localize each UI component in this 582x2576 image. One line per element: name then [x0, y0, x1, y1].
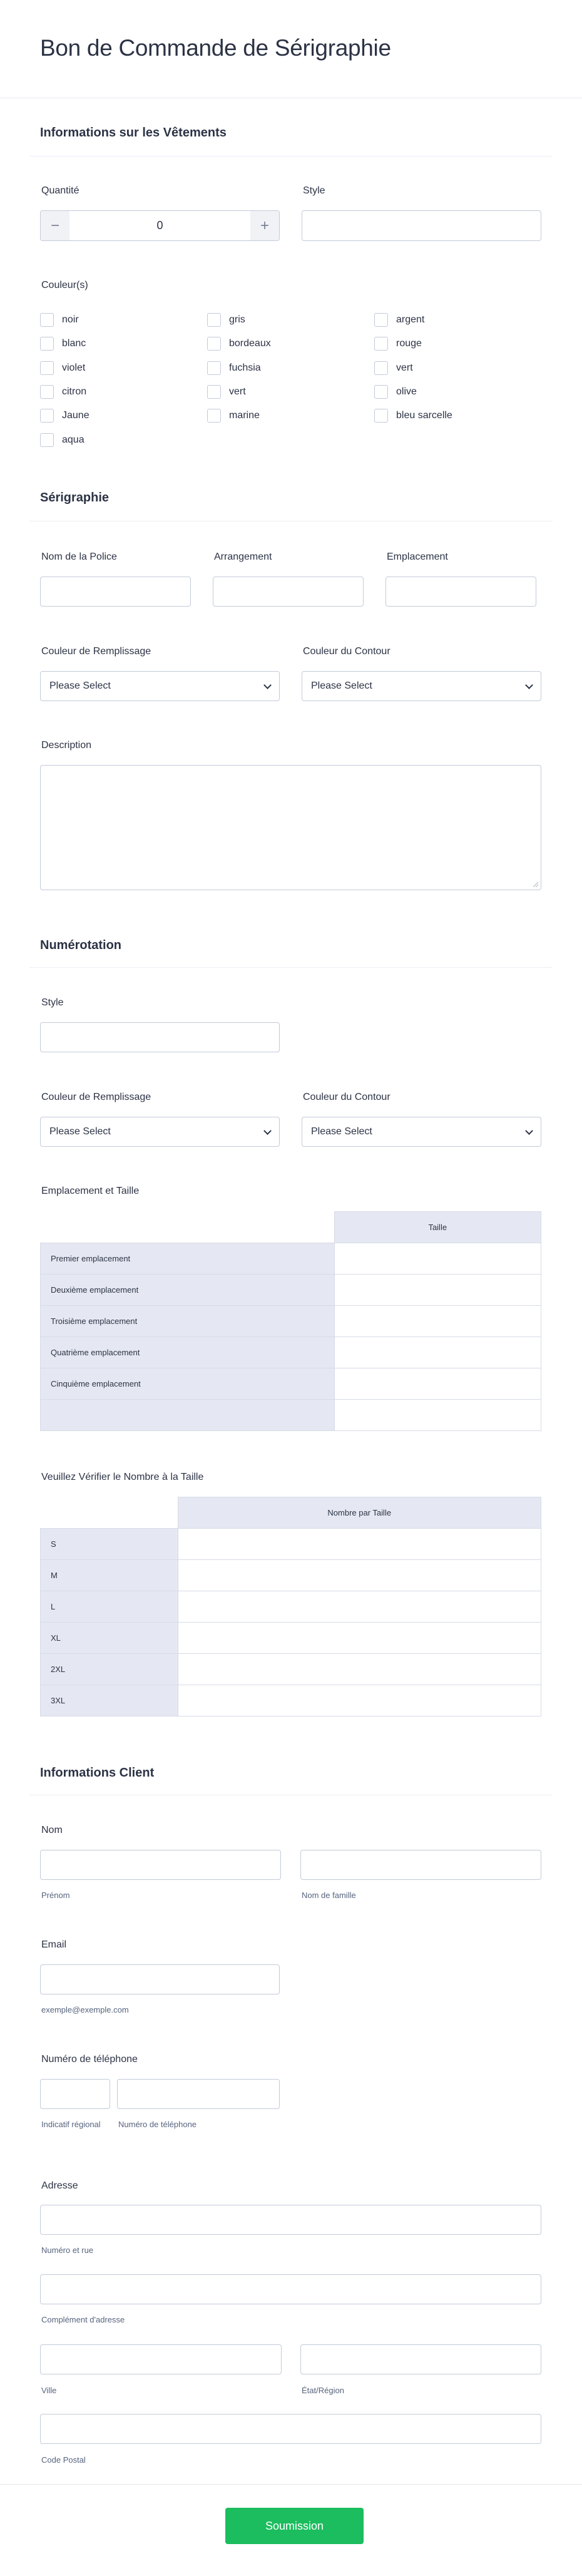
table-row [41, 1685, 541, 1716]
table-row [41, 1529, 541, 1560]
number-outline-color-value: Please Select [311, 1126, 372, 1137]
minus-icon[interactable]: − [41, 211, 69, 240]
number-fill-color-value: Please Select [49, 1126, 111, 1137]
row-label: L [41, 1591, 178, 1623]
color-option-label: violet [62, 362, 86, 373]
address-label: Adresse [41, 2180, 78, 2191]
table-cell-input[interactable] [334, 1306, 541, 1337]
table-row [41, 1654, 541, 1685]
checkbox[interactable] [207, 361, 221, 375]
checkbox[interactable] [207, 337, 221, 351]
first-name-input[interactable] [40, 1850, 281, 1880]
table-cell-input[interactable] [178, 1529, 541, 1560]
placement-size-label: Emplacement et Taille [41, 1186, 140, 1196]
checkbox[interactable] [374, 385, 388, 399]
color-option-label: olive [396, 386, 417, 397]
colors-label: Couleur(s) [41, 280, 88, 290]
street-sublabel: Numéro et rue [41, 2245, 94, 2255]
table-row [41, 1337, 541, 1368]
color-option-label: fuchsia [229, 362, 261, 373]
table-cell-input[interactable] [178, 1685, 541, 1716]
color-option[interactable] [374, 337, 422, 351]
row-label: Troisième emplacement [41, 1306, 335, 1337]
color-option-label: vert [396, 362, 413, 373]
table-cell-input[interactable] [334, 1243, 541, 1275]
color-option-label: bleu sarcelle [396, 410, 452, 421]
color-option[interactable] [374, 313, 424, 327]
row-label: Deuxième emplacement [41, 1275, 335, 1306]
section-title-numbering: Numérotation [40, 938, 121, 952]
fill-color-select[interactable] [40, 671, 280, 701]
quantity-input[interactable]: 0 [156, 219, 163, 232]
section-divider [29, 156, 553, 157]
table-row [41, 1243, 541, 1275]
chevron-down-icon [525, 1127, 533, 1135]
first-name-sublabel: Prénom [41, 1891, 70, 1900]
row-label: M [41, 1560, 178, 1591]
table-cell-input[interactable] [334, 1400, 541, 1431]
checkbox[interactable] [374, 361, 388, 375]
email-label: Email [41, 1939, 67, 1950]
row-label: Cinquième emplacement [41, 1368, 335, 1400]
row-label: Premier emplacement [41, 1243, 335, 1275]
color-option[interactable] [40, 409, 89, 423]
column-header: Taille [334, 1212, 541, 1243]
table-cell-input[interactable] [178, 1623, 541, 1654]
last-name-input[interactable] [300, 1850, 541, 1880]
placement-size-table [40, 1211, 541, 1431]
color-option-label: aqua [62, 434, 84, 445]
color-option-label: Jaune [62, 410, 89, 421]
section-title-garments: Informations sur les Vêtements [40, 126, 227, 140]
chevron-down-icon [263, 681, 272, 689]
row-label: 3XL [41, 1685, 178, 1716]
phone-number-sublabel: Numéro de téléphone [118, 2120, 197, 2129]
quantity-stepper [40, 210, 280, 241]
color-option[interactable] [40, 313, 79, 327]
checkbox[interactable] [374, 337, 388, 351]
table-cell-input[interactable] [334, 1275, 541, 1306]
last-name-sublabel: Nom de famille [302, 1891, 356, 1900]
table-row [41, 1306, 541, 1337]
number-outline-color-label: Couleur du Contour [303, 1092, 391, 1102]
style-input[interactable] [302, 210, 541, 241]
color-option[interactable] [207, 337, 271, 351]
outline-color-label: Couleur du Contour [303, 646, 391, 657]
color-option[interactable] [40, 433, 84, 447]
table-row [41, 1560, 541, 1591]
placement-label: Emplacement [387, 552, 448, 562]
color-option[interactable] [207, 409, 260, 423]
color-option-label: citron [62, 386, 87, 397]
color-option-label: noir [62, 314, 79, 325]
placement-input[interactable] [385, 577, 536, 607]
section-title-screenprint: Sérigraphie [40, 491, 110, 505]
table-row [41, 1368, 541, 1400]
submit-button[interactable]: Soumission [225, 2508, 364, 2544]
area-code-input[interactable] [40, 2079, 110, 2109]
form-title: Bon de Commande de Sérigraphie [40, 35, 391, 61]
table-row [41, 1591, 541, 1623]
color-option-label: marine [229, 410, 260, 421]
fill-color-value: Please Select [49, 680, 111, 691]
footer-divider [0, 2484, 582, 2485]
color-option-label: bordeaux [229, 338, 271, 349]
street2-sublabel: Complément d'adresse [41, 2315, 125, 2324]
color-option-label: blanc [62, 338, 86, 349]
checkbox[interactable] [207, 313, 221, 327]
email-input[interactable] [40, 1964, 280, 1994]
table-row [41, 1400, 541, 1431]
style-label: Style [303, 185, 325, 196]
row-label: S [41, 1529, 178, 1560]
email-sublabel: exemple@exemple.com [41, 2005, 129, 2014]
color-option[interactable] [374, 409, 452, 423]
zip-input[interactable] [40, 2414, 541, 2444]
checkbox[interactable] [374, 409, 388, 423]
color-option[interactable] [374, 385, 417, 399]
row-label: Quatrième emplacement [41, 1337, 335, 1368]
phone-label: Numéro de téléphone [41, 2054, 138, 2065]
color-option-label: argent [396, 314, 425, 325]
checkbox[interactable] [40, 361, 54, 375]
street-input[interactable] [40, 2205, 541, 2235]
table-cell-input[interactable] [334, 1337, 541, 1368]
outline-color-value: Please Select [311, 680, 372, 691]
table-row [41, 1275, 541, 1306]
section-title-client: Informations Client [40, 1766, 155, 1780]
number-fill-color-select[interactable] [40, 1117, 280, 1147]
checkbox[interactable] [40, 385, 54, 399]
font-name-input[interactable] [40, 577, 191, 607]
quantity-label: Quantité [41, 185, 79, 196]
state-sublabel: État/Région [302, 2386, 344, 2395]
row-label [41, 1400, 335, 1431]
color-option[interactable] [40, 337, 86, 351]
number-outline-color-select[interactable] [302, 1117, 541, 1147]
number-style-label: Style [41, 997, 64, 1008]
chevron-down-icon [525, 681, 533, 689]
description-label: Description [41, 740, 92, 751]
city-sublabel: Ville [41, 2386, 57, 2395]
number-style-input[interactable] [40, 1022, 280, 1052]
city-input[interactable] [40, 2344, 282, 2374]
arrangement-label: Arrangement [214, 552, 272, 562]
table-cell-input[interactable] [178, 1560, 541, 1591]
fill-color-label: Couleur de Remplissage [41, 646, 151, 657]
chevron-down-icon [263, 1127, 272, 1135]
row-label: 2XL [41, 1654, 178, 1685]
color-option-label: rouge [396, 338, 422, 349]
table-cell-input[interactable] [178, 1591, 541, 1623]
color-option[interactable] [207, 313, 245, 327]
color-option[interactable] [207, 385, 246, 399]
number-fill-color-label: Couleur de Remplissage [41, 1092, 151, 1102]
description-textarea[interactable] [40, 765, 541, 890]
font-name-label: Nom de la Police [41, 552, 117, 562]
table-row [41, 1623, 541, 1654]
checkbox[interactable] [207, 385, 221, 399]
color-option[interactable] [40, 385, 86, 399]
size-count-label: Veuillez Vérifier le Nombre à la Taille [41, 1472, 204, 1482]
table-cell-input[interactable] [178, 1654, 541, 1685]
color-option-label: gris [229, 314, 245, 325]
column-header: Nombre par Taille [178, 1497, 541, 1529]
plus-icon[interactable]: + [250, 211, 279, 240]
arrangement-input[interactable] [213, 577, 364, 607]
size-count-table [40, 1497, 541, 1716]
color-option[interactable] [374, 361, 413, 375]
zip-sublabel: Code Postal [41, 2455, 86, 2465]
table-cell-input[interactable] [334, 1368, 541, 1400]
checkbox[interactable] [374, 313, 388, 327]
checkbox[interactable] [207, 409, 221, 423]
color-option-label: vert [229, 386, 246, 397]
checkbox[interactable] [40, 337, 54, 351]
section-divider [29, 967, 553, 968]
state-input[interactable] [300, 2344, 541, 2374]
color-option[interactable] [207, 361, 261, 375]
checkbox[interactable] [40, 409, 54, 423]
phone-number-input[interactable] [117, 2079, 280, 2109]
color-option[interactable] [40, 361, 85, 375]
checkbox[interactable] [40, 433, 54, 447]
resize-handle-icon[interactable] [533, 882, 538, 887]
row-label: XL [41, 1623, 178, 1654]
area-code-sublabel: Indicatif régional [41, 2120, 101, 2129]
outline-color-select[interactable] [302, 671, 541, 701]
street2-input[interactable] [40, 2274, 541, 2304]
checkbox[interactable] [40, 313, 54, 327]
name-label: Nom [41, 1825, 63, 1835]
